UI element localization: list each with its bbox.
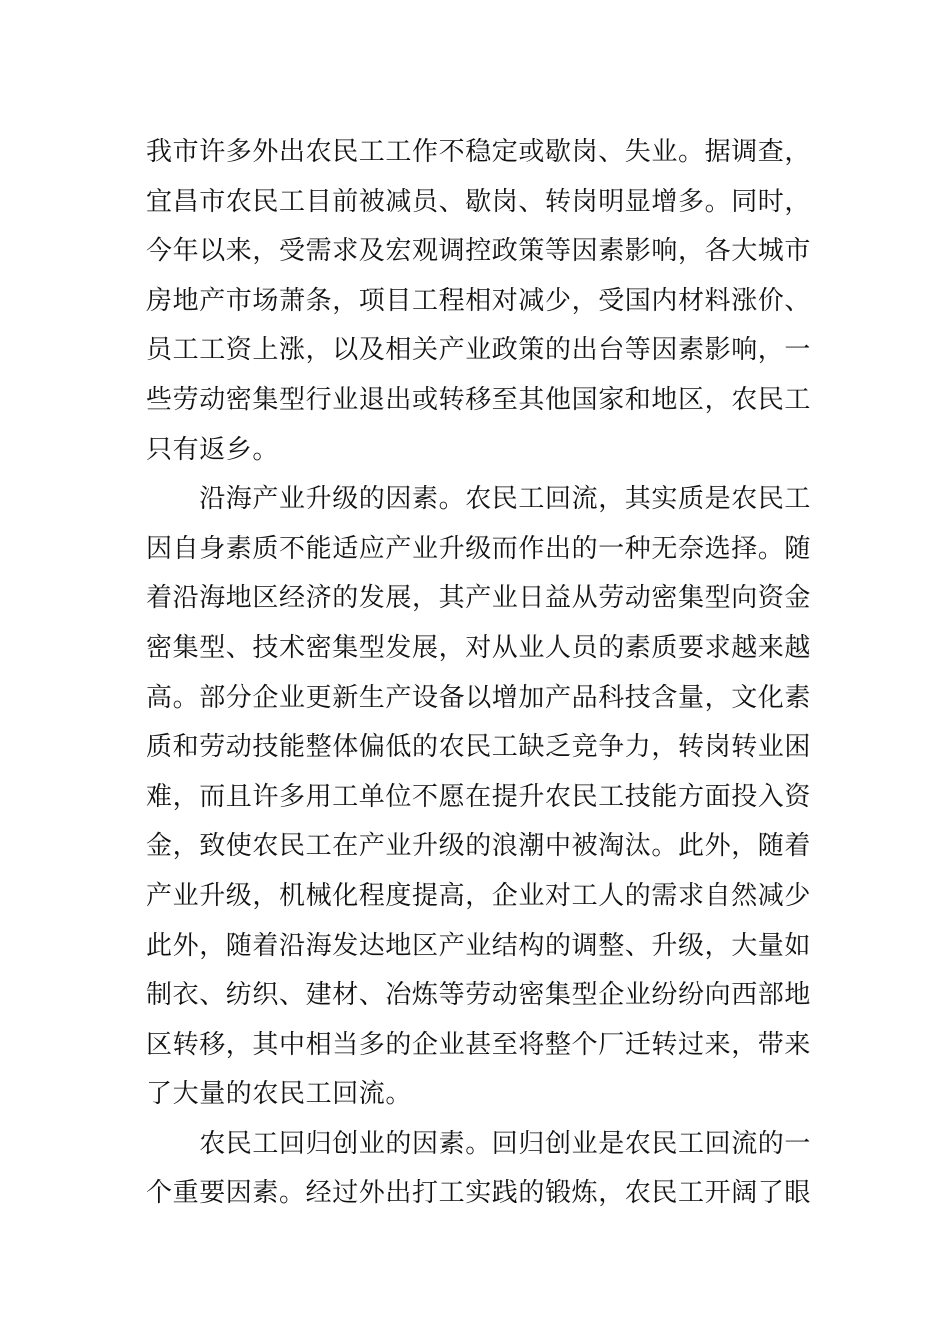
text-line: 沿海产业升级的因素。农民工回流，其实质是农民工 — [146, 484, 812, 515]
text-line: 我市许多外出农民工工作不稳定或歇岗、失业。据调查， — [146, 137, 812, 167]
text-line: 密集型、技术密集型发展，对从业人员的素质要求越来越 — [146, 632, 812, 663]
text-line: 个重要因素。经过外出打工实践的锻炼，农民工开阔了眼 — [146, 1178, 812, 1209]
text-line: 质和劳动技能整体偏低的农民工缺乏竞争力，转岗转业困 — [146, 732, 812, 763]
text-line: 只有返乡。 — [146, 434, 280, 465]
text-line: 产业升级，机械化程度提高，企业对工人的需求自然减少 — [146, 880, 812, 911]
text-line: 区转移，其中相当多的企业甚至将整个厂迁转过来，带来 — [146, 1029, 812, 1060]
text-line: 难，而且许多用工单位不愿在提升农民工技能方面投入资 — [146, 781, 812, 812]
text-line: 宜昌市农民工目前被减员、歇岗、转岗明显增多。同时， — [146, 186, 812, 217]
text-line: 高。部分企业更新生产设备以增加产品科技含量，文化素 — [146, 682, 812, 713]
text-line: 了大量的农民工回流。 — [146, 1079, 413, 1110]
text-line: 因自身素质不能适应产业升级而作出的一种无奈选择。随 — [146, 533, 812, 564]
text-line: 此外，随着沿海发达地区产业结构的调整、升级，大量如 — [146, 930, 812, 961]
text-line: 员工工资上涨，以及相关产业政策的出台等因素影响，一 — [146, 335, 812, 366]
text-line: 今年以来，受需求及宏观调控政策等因素影响，各大城市 — [146, 236, 812, 267]
text-line: 房地产市场萧条，项目工程相对减少，受国内材料涨价、 — [146, 285, 812, 316]
text-line: 农民工回归创业的因素。回归创业是农民工回流的一 — [146, 1128, 812, 1159]
text-line: 着沿海地区经济的发展，其产业日益从劳动密集型向资金 — [146, 583, 812, 614]
text-line: 些劳动密集型行业退出或转移至其他国家和地区，农民工 — [146, 384, 812, 415]
text-line: 金，致使农民工在产业升级的浪潮中被淘汰。此外，随着 — [146, 831, 812, 862]
body-text — [146, 128, 810, 1219]
text-line: 制衣、纺织、建材、冶炼等劳动密集型企业纷纷向西部地 — [146, 980, 812, 1011]
